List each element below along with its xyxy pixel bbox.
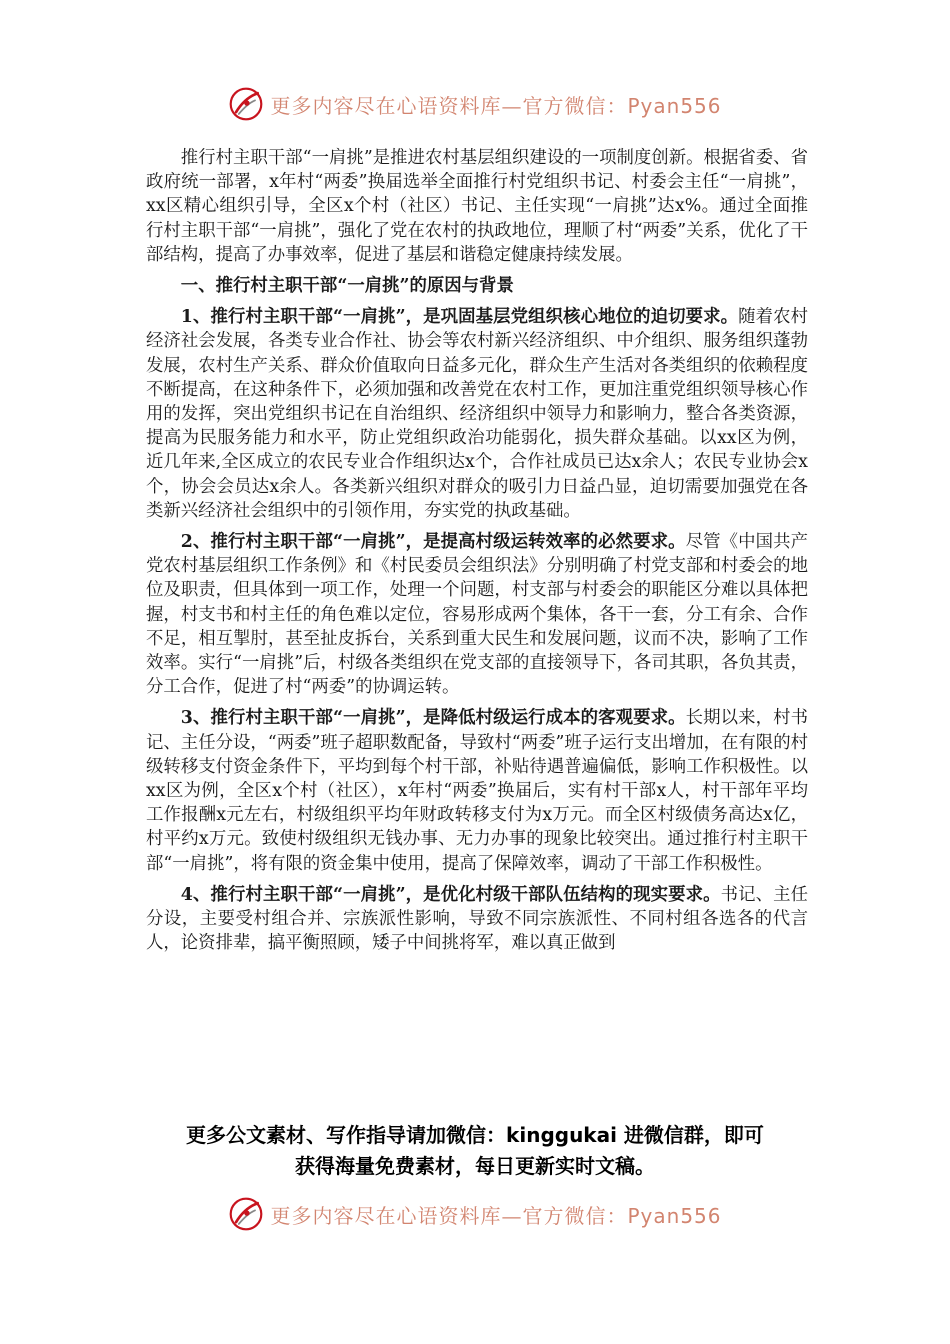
logo-icon: [228, 1196, 264, 1232]
promo-line-2: 获得海量免费素材，每日更新实时文稿。: [295, 1154, 655, 1178]
header-banner: [0, 82, 950, 126]
logo-icon: [228, 86, 264, 122]
point-lead: 1、推行村主职干部“一肩挑”，是巩固基层党组织核心地位的迫切要求。: [180, 307, 739, 328]
footer-banner: [0, 1192, 950, 1236]
point-text: 随着农村经济社会发展，各类专业合作社、协会等农村新兴经济组织、中介组织、服务组织蓬勃发展，农村生产关系、群众价值取向日益多元化，群众生产生活对各类组织的依赖程度不断提高，在这种条件下，必须加强和改善党在农村工作，更加注重党组织领导核心作用的发挥，突出党组织书记在自治组织、经济组织中领导力和影响力，整合各类资源，提高为民服务能力和水平，防止党组织政治功能弱化，损失群众基础。以xx区为例，近几年来,全区成立的农民专业合作组织达x个，合作社成员已达x余人；农民专业协会x个，协会会员达x余人。各类新兴组织对群众的吸引力日益凸显，迫切需要加强党在各类新兴经济社会组织中的引领作用，夯实党的执政基础。: [146, 307, 808, 521]
point-text: 尽管《中国共产党农村基层组织工作条例》和《村民委员会组织法》分别明确了村党支部和村委会的地位及职责，但具体到一项工作，处理一个问题，村支部与村委会的职能区分难以具体把握，村支书和村主任的角色难以定位，容易形成两个集体，各干一套，分工有余、合作不足，相互掣肘，甚至扯皮拆台，关系到重大民生和发展问题，议而不决，影响了工作效率。实行“一肩挑”后，村级各类组织在党支部的直接领导下，各司其职，各负其责，分工合作，促进了村“两委”的协调运转。: [146, 532, 808, 698]
intro-paragraph: 推行村主职干部“一肩挑”是推进农村基层组织建设的一项制度创新。根据省委、省政府统一部署，x年村“两委”换届选举全面推行村党组织书记、村委会主任“一肩挑”，xx区精心组织引导，全区x个村（社区）书记、主任实现“一肩挑”达x%。通过全面推行村主职干部“一肩挑”，强化了党在农村的执政地位，理顺了村“两委”关系，优化了干部结构，提高了办事效率，促进了基层和谐稳定健康持续发展。: [146, 148, 808, 265]
point-paragraph-2: [146, 530, 808, 699]
point-lead: 4、推行村主职干部“一肩挑”，是优化村级干部队伍结构的现实要求。: [180, 884, 721, 905]
point-text: 长期以来，村书记、主任分设，“两委”班子超职数配备，导致村“两委”班子运行支出增加，在有限的村级转移支付资金条件下，平均到每个村干部，补贴待遇普遍偏低，影响工作积极性。以xx区为例，全区x个村（社区），x年村“两委”换届后，实有村干部x人，村干部年平均工作报酬x元左右，村级组织平均年财政转移支付为x万元。而全区村级债务高达x亿，村平约x万元。致使村级组织无钱办事、无力办事的现象比较突出。通过推行村主职干部“一肩挑”，将有限的资金集中使用，提高了保障效率，调动了干部工作积极性。: [146, 708, 808, 874]
section-heading: 一、推行村主职干部“一肩挑”的原因与背景: [180, 276, 514, 297]
point-text: 书记、主任分设，主要受村组合并、宗族派性影响，导致不同宗族派性、不同村组各选各的代言人，论资排辈，搞平衡照顾，矮子中间挑将军，难以真正做到: [146, 884, 808, 954]
point-lead: 2、推行村主职干部“一肩挑”，是提高村级运转效率的必然要求。: [180, 532, 686, 553]
promo-block: [110, 1120, 840, 1182]
point-lead: 3、推行村主职干部“一肩挑”，是降低村级运行成本的客观要求。: [180, 708, 686, 729]
banner-text: 更多内容尽在心语资料库—官方微信：Pyan556: [270, 1203, 722, 1228]
document-body: [146, 146, 808, 963]
promo-line-1: 更多公文素材、写作指导请加微信：kinggukai 进微信群，即可: [186, 1123, 764, 1147]
point-paragraph-4: [146, 883, 808, 956]
point-paragraph-1: [146, 305, 808, 523]
point-paragraph-3: [146, 706, 808, 875]
banner-text: 更多内容尽在心语资料库—官方微信：Pyan556: [270, 93, 722, 118]
